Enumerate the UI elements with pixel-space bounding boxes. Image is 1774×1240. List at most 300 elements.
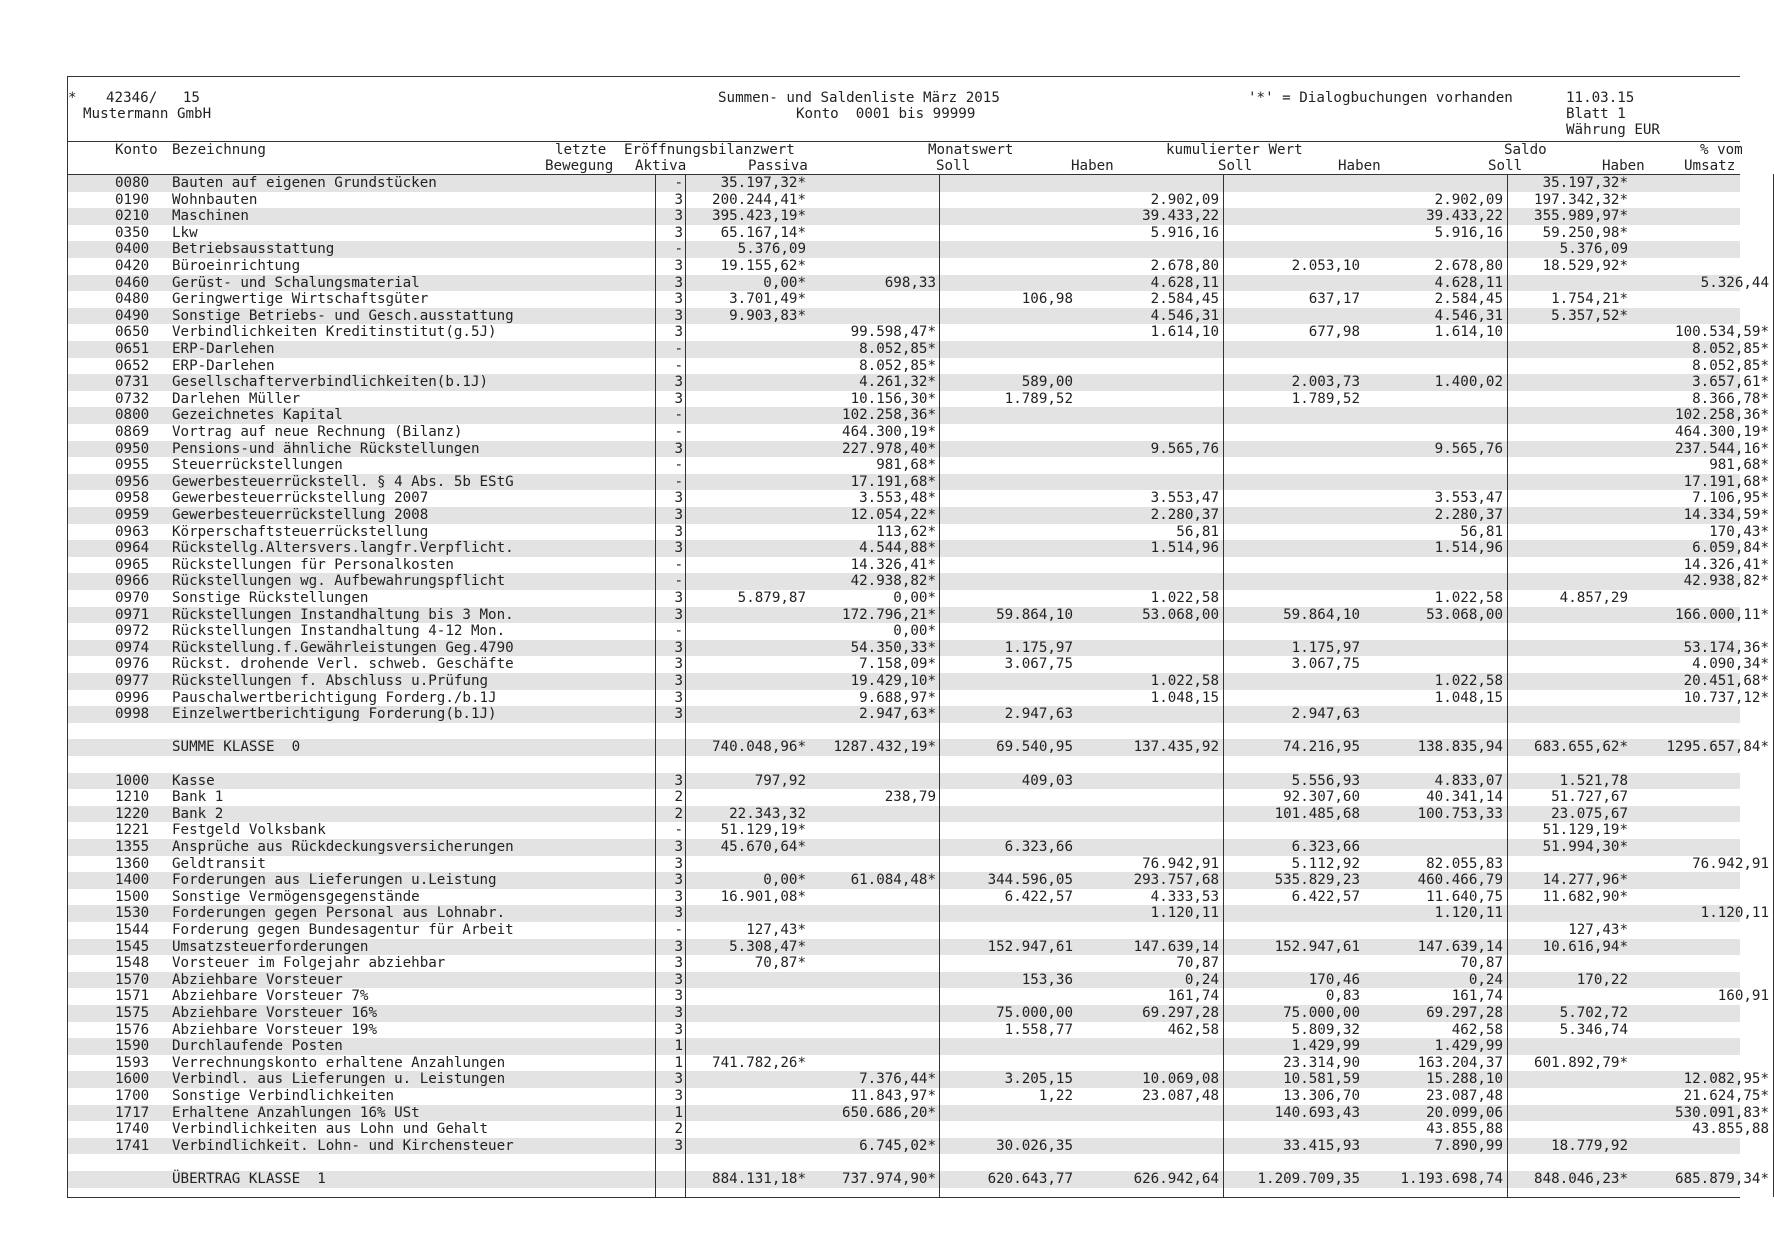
row-bezeichnung: Sonstige Verbindlichkeiten	[172, 1088, 395, 1104]
row-monat-haben: 23.087,48	[1142, 1088, 1219, 1104]
row-aktiva: 19.155,62*	[720, 258, 806, 274]
row-saldo-haben: 76.942,91	[1692, 855, 1769, 872]
row-passiva: 698,33	[884, 274, 936, 291]
divider-bewegung	[685, 174, 686, 1197]
row-saldo-haben: 17.191,68*	[1683, 473, 1769, 490]
client-number: 42346/ 15	[106, 90, 200, 106]
row-bewegung: 3	[674, 673, 683, 689]
row-kum-soll: 33.415,93	[1283, 1137, 1360, 1154]
row-konto: 0869	[115, 424, 150, 440]
row-konto: 0956	[115, 473, 150, 490]
row-bezeichnung: Bauten auf eigenen Grundstücken	[172, 175, 437, 191]
row-kum-soll: 6.323,66	[1291, 839, 1360, 855]
row-bewegung: 3	[674, 955, 683, 972]
row-kum-haben: 2.280,37	[1434, 507, 1503, 523]
table-row	[68, 673, 1769, 690]
row-saldo-haben: 7.106,95*	[1692, 490, 1769, 507]
row-monat-soll: 69.540,95	[996, 739, 1073, 756]
table-row	[68, 1121, 1769, 1138]
row-passiva: 54.350,33*	[850, 639, 936, 656]
row-passiva: 1287.432,19*	[833, 739, 936, 756]
row-bezeichnung: Darlehen Müller	[172, 390, 301, 407]
row-bezeichnung: Verbindlichkeiten Kreditinstitut(g.5J)	[172, 324, 497, 341]
row-passiva: 4.261,32*	[859, 374, 936, 391]
row-monat-soll: 75.000,00	[996, 1005, 1073, 1021]
row-bewegung: -	[674, 623, 683, 640]
row-bezeichnung: Abziehbare Vorsteuer	[172, 971, 343, 988]
row-monat-haben: 1.048,15	[1150, 689, 1219, 706]
row-bewegung: -	[674, 822, 683, 839]
row-monat-haben: 1.022,58	[1150, 673, 1219, 689]
row-bewegung: 3	[674, 971, 683, 988]
row-bewegung: 3	[674, 988, 683, 1005]
row-passiva: 14.326,41*	[850, 556, 936, 573]
row-konto: 0490	[115, 307, 150, 324]
table-row	[68, 1104, 1769, 1122]
row-passiva: 737.974,90*	[842, 1171, 936, 1187]
row-passiva: 61.084,48*	[850, 872, 936, 889]
row-kum-soll: 5.112,92	[1291, 855, 1360, 872]
row-kum-soll: 1.175,97	[1291, 639, 1360, 656]
row-aktiva: 395.423,19*	[712, 208, 806, 225]
row-bezeichnung: Gerüst- und Schalungsmaterial	[172, 274, 420, 291]
table-row	[68, 341, 1769, 358]
row-saldo-haben: 8.052,85*	[1692, 357, 1769, 374]
row-monat-soll: 3.067,75	[1004, 656, 1073, 673]
row-kum-haben: 1.048,15	[1434, 689, 1503, 706]
row-konto: 1400	[115, 872, 150, 889]
row-passiva: 9.688,97*	[859, 689, 936, 706]
row-saldo-haben: 160,91	[1717, 988, 1769, 1005]
row-kum-soll: 59.864,10	[1283, 606, 1360, 623]
table-row	[68, 357, 1769, 375]
row-passiva: 17.191,68*	[850, 473, 936, 490]
row-bezeichnung: Gewerbesteuerrückstell. § 4 Abs. 5b EStG	[172, 473, 514, 490]
row-bewegung: 3	[674, 590, 683, 606]
row-monat-soll: 3.205,15	[1004, 1071, 1073, 1088]
row-monat-soll: 589,00	[1021, 374, 1073, 391]
row-kum-soll: 6.422,57	[1291, 888, 1360, 905]
row-konto: 1500	[115, 888, 150, 905]
table-row	[68, 773, 1740, 790]
row-kum-soll: 10.581,59	[1283, 1071, 1360, 1088]
row-saldo-soll: 355.989,97*	[1534, 208, 1628, 225]
row-saldo-soll: 11.682,90*	[1542, 888, 1628, 905]
table-row	[68, 972, 1740, 989]
row-kum-soll: 140.693,43	[1274, 1104, 1360, 1121]
row-bewegung: 3	[674, 706, 683, 723]
row-konto: 0976	[115, 656, 150, 673]
row-kum-haben: 161,74	[1451, 988, 1503, 1005]
row-saldo-soll: 601.892,79*	[1534, 1054, 1628, 1071]
table-row	[68, 324, 1769, 341]
table-row	[68, 955, 1740, 972]
row-kum-haben: 5.916,16	[1434, 224, 1503, 241]
row-monat-soll: 1.558,77	[1004, 1021, 1073, 1038]
row-kum-haben: 7.890,99	[1434, 1137, 1503, 1154]
row-bewegung: 3	[674, 1071, 683, 1088]
row-bezeichnung: Geringwertige Wirtschaftsgüter	[172, 291, 429, 308]
row-kum-haben: 1.022,58	[1434, 673, 1503, 689]
table-row	[68, 806, 1740, 823]
row-kum-haben: 163.204,37	[1417, 1054, 1503, 1071]
row-kum-soll: 3.067,75	[1291, 656, 1360, 673]
row-monat-soll: 6.422,57	[1004, 888, 1073, 905]
row-bewegung: 3	[674, 258, 683, 274]
row-konto: 1700	[115, 1088, 150, 1104]
row-monat-haben: 4.628,11	[1150, 274, 1219, 291]
row-konto: 0959	[115, 507, 150, 523]
row-bezeichnung: Einzelwertberichtigung Forderung(b.1J)	[172, 706, 497, 723]
col-passiva: Passiva	[748, 158, 808, 174]
table-row	[68, 839, 1740, 856]
row-monat-haben: 1.120,11	[1150, 905, 1219, 922]
row-kum-haben: 4.833,07	[1434, 772, 1503, 789]
row-kum-haben: 1.400,02	[1434, 374, 1503, 391]
row-bezeichnung: Durchlaufende Posten	[172, 1038, 343, 1055]
row-monat-soll: 106,98	[1021, 291, 1073, 308]
row-bezeichnung: Gewerbesteuerrückstellung 2008	[172, 507, 429, 523]
row-saldo-haben: 12.082,95*	[1683, 1071, 1769, 1088]
table-row	[68, 1071, 1769, 1088]
table-row	[68, 208, 1740, 225]
row-passiva: 238,79	[884, 789, 936, 806]
row-konto: 0350	[115, 224, 150, 241]
row-saldo-soll: 683.655,62*	[1534, 739, 1628, 756]
row-konto: 1593	[115, 1054, 150, 1071]
row-aktiva: 200.244,41*	[712, 191, 806, 208]
row-kum-soll: 677,98	[1308, 324, 1360, 341]
row-konto: 0971	[115, 606, 150, 623]
row-saldo-haben: 3.657,61*	[1692, 374, 1769, 391]
row-bezeichnung: Forderung gegen Bundesagentur für Arbeit	[172, 922, 514, 938]
row-bewegung: 3	[674, 1137, 683, 1154]
row-aktiva: 741.782,26*	[712, 1054, 806, 1071]
row-kum-haben: 53.068,00	[1426, 606, 1503, 623]
row-bewegung: 3	[674, 839, 683, 855]
row-monat-soll: 409,03	[1021, 772, 1073, 789]
row-passiva: 0,00*	[893, 590, 936, 606]
row-konto: 1544	[115, 922, 150, 938]
row-bewegung: -	[674, 424, 683, 440]
row-monat-haben: 2.902,09	[1150, 191, 1219, 208]
row-aktiva: 45.670,64*	[720, 839, 806, 855]
row-kum-haben: 70,87	[1460, 955, 1503, 972]
row-monat-soll: 30.026,35	[996, 1137, 1073, 1154]
row-saldo-haben: 14.326,41*	[1683, 556, 1769, 573]
row-saldo-soll: 127,43*	[1568, 922, 1628, 938]
row-saldo-haben: 237.544,16*	[1675, 440, 1769, 457]
row-saldo-haben: 43.855,88	[1692, 1121, 1769, 1138]
row-monat-haben: 147.639,14	[1133, 938, 1219, 955]
row-konto: 0977	[115, 673, 150, 689]
table-row	[68, 274, 1769, 292]
row-bewegung: 3	[674, 656, 683, 673]
row-kum-soll: 1.209.709,35	[1257, 1171, 1360, 1187]
row-bezeichnung: Lkw	[172, 224, 198, 241]
row-aktiva: 70,87*	[754, 955, 806, 972]
row-bewegung: -	[674, 341, 683, 357]
col-bewegung: Bewegung	[545, 158, 614, 174]
row-monat-haben: 137.435,92	[1133, 739, 1219, 756]
row-kum-haben: 147.639,14	[1417, 938, 1503, 955]
row-bewegung: 3	[674, 523, 683, 540]
row-saldo-haben: 8.052,85*	[1692, 341, 1769, 357]
row-bewegung: 3	[674, 1021, 683, 1038]
row-saldo-haben: 170,43*	[1709, 523, 1769, 540]
row-kum-haben: 11.640,75	[1426, 888, 1503, 905]
row-monat-haben: 53.068,00	[1142, 606, 1219, 623]
report-date: 11.03.15	[1566, 90, 1635, 106]
row-monat-soll: 6.323,66	[1004, 839, 1073, 855]
row-saldo-soll: 197.342,32*	[1534, 191, 1628, 208]
row-bewegung: -	[674, 175, 683, 191]
row-bezeichnung: ÜBERTRAG KLASSE 1	[172, 1171, 326, 1187]
table-row	[68, 939, 1740, 956]
row-konto: 1000	[115, 772, 150, 789]
row-bewegung: 3	[674, 374, 683, 391]
row-passiva: 8.052,85*	[859, 341, 936, 357]
row-monat-soll: 153,36	[1021, 971, 1073, 988]
row-saldo-soll: 51.129,19*	[1542, 822, 1628, 839]
row-kum-soll: 170,46	[1308, 971, 1360, 988]
row-saldo-haben: 1.120,11	[1700, 905, 1769, 922]
row-aktiva: 0,00*	[763, 274, 806, 291]
row-bezeichnung: Gezeichnetes Kapital	[172, 407, 343, 424]
row-bezeichnung: Wohnbauten	[172, 191, 258, 208]
row-konto: 0963	[115, 523, 150, 540]
row-kum-haben: 39.433,22	[1426, 208, 1503, 225]
table-row	[68, 606, 1769, 624]
row-saldo-soll: 1.754,21*	[1551, 291, 1628, 308]
account-range: Konto 0001 bis 99999	[796, 106, 976, 122]
table-row	[68, 175, 1740, 192]
row-monat-haben: 76.942,91	[1142, 855, 1219, 872]
row-konto: 0652	[115, 357, 150, 374]
row-bewegung: 3	[674, 772, 683, 789]
row-konto: 1355	[115, 839, 150, 855]
row-bewegung: 3	[674, 888, 683, 905]
table-row	[68, 374, 1769, 391]
row-konto: 1570	[115, 971, 150, 988]
row-konto: 0966	[115, 573, 150, 590]
row-saldo-haben: 1295.657,84*	[1666, 739, 1769, 756]
row-passiva: 11.843,97*	[850, 1088, 936, 1104]
row-bezeichnung: Rückstellungen Instandhaltung bis 3 Mon.	[172, 606, 514, 623]
table-row	[68, 789, 1740, 806]
row-bezeichnung: Forderungen aus Lieferungen u.Leistung	[172, 872, 497, 889]
row-bezeichnung: Rückstellungen Instandhaltung 4-12 Mon.	[172, 623, 506, 640]
row-konto: 1575	[115, 1005, 150, 1021]
table-row	[68, 241, 1740, 258]
row-bewegung: 2	[674, 789, 683, 806]
row-monat-haben: 39.433,22	[1142, 208, 1219, 225]
table-row	[68, 639, 1769, 657]
row-bezeichnung: Festgeld Volksbank	[172, 822, 326, 839]
row-bezeichnung: Büroeinrichtung	[172, 258, 301, 274]
row-kum-soll: 535.829,23	[1274, 872, 1360, 889]
row-kum-soll: 637,17	[1308, 291, 1360, 308]
table-row	[68, 225, 1740, 242]
row-monat-haben: 1.022,58	[1150, 590, 1219, 606]
row-monat-soll: 1.789,52	[1004, 390, 1073, 407]
row-saldo-soll: 848.046,23*	[1534, 1171, 1628, 1187]
divider-eroeffnung	[939, 174, 940, 1197]
row-bezeichnung: Sonstige Vermögensgegenstände	[172, 888, 420, 905]
row-kum-haben: 1.514,96	[1434, 540, 1503, 557]
row-bewegung: 3	[674, 905, 683, 922]
row-kum-soll: 13.306,70	[1283, 1088, 1360, 1104]
row-konto: 0420	[115, 258, 150, 274]
table-row	[68, 308, 1740, 325]
row-konto: 1360	[115, 855, 150, 872]
row-bewegung: 1	[674, 1054, 683, 1071]
divider-kumuliert	[1507, 174, 1508, 1197]
row-bewegung: 3	[674, 191, 683, 208]
row-monat-haben: 161,74	[1167, 988, 1219, 1005]
row-kum-haben: 460.466,79	[1417, 872, 1503, 889]
row-bewegung: 3	[674, 1005, 683, 1021]
row-kum-soll: 0,83	[1325, 988, 1360, 1005]
table-row	[68, 540, 1769, 557]
table-row	[68, 556, 1769, 574]
row-monat-haben: 9.565,76	[1150, 440, 1219, 457]
divider-bezeichnung	[655, 174, 656, 1197]
table-row	[68, 457, 1769, 474]
row-konto: 1530	[115, 905, 150, 922]
row-aktiva: 5.308,47*	[729, 938, 806, 955]
row-passiva: 7.158,09*	[859, 656, 936, 673]
row-bewegung: 3	[674, 440, 683, 457]
row-aktiva: 5.376,09	[737, 241, 806, 258]
table-row	[68, 822, 1740, 839]
row-konto: 1545	[115, 938, 150, 955]
row-konto: 0958	[115, 490, 150, 507]
row-konto: 0210	[115, 208, 150, 225]
row-monat-haben: 0,24	[1184, 971, 1219, 988]
col-saldo-soll: Soll	[1488, 158, 1523, 174]
row-kum-haben: 69.297,28	[1426, 1005, 1503, 1021]
row-passiva: 650.686,20*	[842, 1104, 936, 1121]
col-saldo: Saldo	[1504, 142, 1547, 158]
row-passiva: 102.258,36*	[842, 407, 936, 424]
row-bewegung: -	[674, 241, 683, 258]
row-monat-haben: 56,81	[1176, 523, 1219, 540]
table-row	[68, 872, 1740, 889]
row-konto: 1600	[115, 1071, 150, 1088]
col-kum-haben: Haben	[1338, 158, 1381, 174]
row-bezeichnung: Verrechnungskonto erhaltene Anzahlungen	[172, 1054, 506, 1071]
row-bezeichnung: Rückstellung.f.Gewährleistungen Geg.4790	[172, 639, 514, 656]
row-monat-haben: 2.678,80	[1150, 258, 1219, 274]
row-monat-haben: 293.757,68	[1133, 872, 1219, 889]
row-bezeichnung: Abziehbare Vorsteuer 16%	[172, 1005, 377, 1021]
currency: Währung EUR	[1566, 122, 1660, 138]
table-row	[68, 390, 1769, 408]
row-bezeichnung: Rückstellungen wg. Aufbewahrungspflicht	[172, 573, 506, 590]
row-konto: 0650	[115, 324, 150, 341]
row-passiva: 10.156,30*	[850, 390, 936, 407]
row-konto: 0080	[115, 175, 150, 191]
row-konto: 0955	[115, 457, 150, 474]
col-kum-soll: Soll	[1218, 158, 1253, 174]
table-row	[68, 590, 1740, 607]
table-row	[68, 623, 1740, 640]
row-bezeichnung: Betriebsausstattung	[172, 241, 335, 258]
row-bewegung: 1	[674, 1038, 683, 1055]
table-row	[68, 1038, 1740, 1055]
marker: *	[68, 90, 77, 106]
row-passiva: 0,00*	[893, 623, 936, 640]
row-bewegung: -	[674, 407, 683, 424]
row-bewegung: 3	[674, 540, 683, 557]
table-row	[68, 905, 1769, 922]
row-bewegung: 2	[674, 1121, 683, 1138]
row-bezeichnung: Gewerbesteuerrückstellung 2007	[172, 490, 429, 507]
row-konto: 0965	[115, 556, 150, 573]
table-row	[68, 407, 1769, 424]
table-row	[68, 258, 1740, 275]
row-aktiva: 35.197,32*	[720, 175, 806, 191]
row-bezeichnung: Rückstellungen f. Abschluss u.Prüfung	[172, 673, 489, 689]
row-kum-soll: 5.809,32	[1291, 1021, 1360, 1038]
row-saldo-soll: 170,22	[1576, 971, 1628, 988]
row-kum-soll: 92.307,60	[1283, 789, 1360, 806]
table-row	[68, 291, 1740, 308]
row-aktiva: 884.131,18*	[712, 1171, 806, 1187]
table-row	[68, 490, 1769, 507]
row-konto: 0998	[115, 706, 150, 723]
row-kum-haben: 4.628,11	[1434, 274, 1503, 291]
row-saldo-haben: 100.534,59*	[1675, 324, 1769, 341]
row-saldo-soll: 1.521,78	[1559, 772, 1628, 789]
row-aktiva: 5.879,87	[737, 590, 806, 606]
row-bewegung: 3	[674, 507, 683, 523]
row-bezeichnung: Bank 1	[172, 789, 224, 806]
table-row	[68, 523, 1769, 541]
row-monat-soll: 620.643,77	[987, 1171, 1073, 1187]
row-bezeichnung: Kasse	[172, 772, 215, 789]
row-monat-haben: 4.546,31	[1150, 307, 1219, 324]
row-aktiva: 22.343,32	[729, 805, 806, 822]
row-konto: 0800	[115, 407, 150, 424]
row-monat-soll: 1,22	[1038, 1088, 1073, 1104]
row-saldo-haben: 42.938,82*	[1683, 573, 1769, 590]
page-number: Blatt 1	[1566, 106, 1626, 122]
row-kum-haben: 2.678,80	[1434, 258, 1503, 274]
row-konto: 0460	[115, 274, 150, 291]
row-passiva: 6.745,02*	[859, 1137, 936, 1154]
row-konto: 1576	[115, 1021, 150, 1038]
row-passiva: 19.429,10*	[850, 673, 936, 689]
row-konto: 0651	[115, 341, 150, 357]
col-letzte: letzte	[555, 142, 607, 158]
row-bezeichnung: ERP-Darlehen	[172, 341, 275, 357]
row-bewegung: -	[674, 556, 683, 573]
spacer-row	[68, 723, 1740, 740]
row-bezeichnung: Verbindl. aus Lieferungen u. Leistungen	[172, 1071, 506, 1088]
row-kum-haben: 1.614,10	[1434, 324, 1503, 341]
row-bewegung: 3	[674, 872, 683, 889]
row-saldo-haben: 10.737,12*	[1683, 689, 1769, 706]
table-row	[68, 440, 1769, 458]
row-saldo-haben: 21.624,75*	[1683, 1088, 1769, 1104]
report-title: Summen- und Saldenliste März 2015	[718, 90, 1000, 106]
col-monat-haben: Haben	[1071, 158, 1114, 174]
row-konto: 0996	[115, 689, 150, 706]
row-bewegung: 3	[674, 689, 683, 706]
row-konto: 1741	[115, 1137, 150, 1154]
